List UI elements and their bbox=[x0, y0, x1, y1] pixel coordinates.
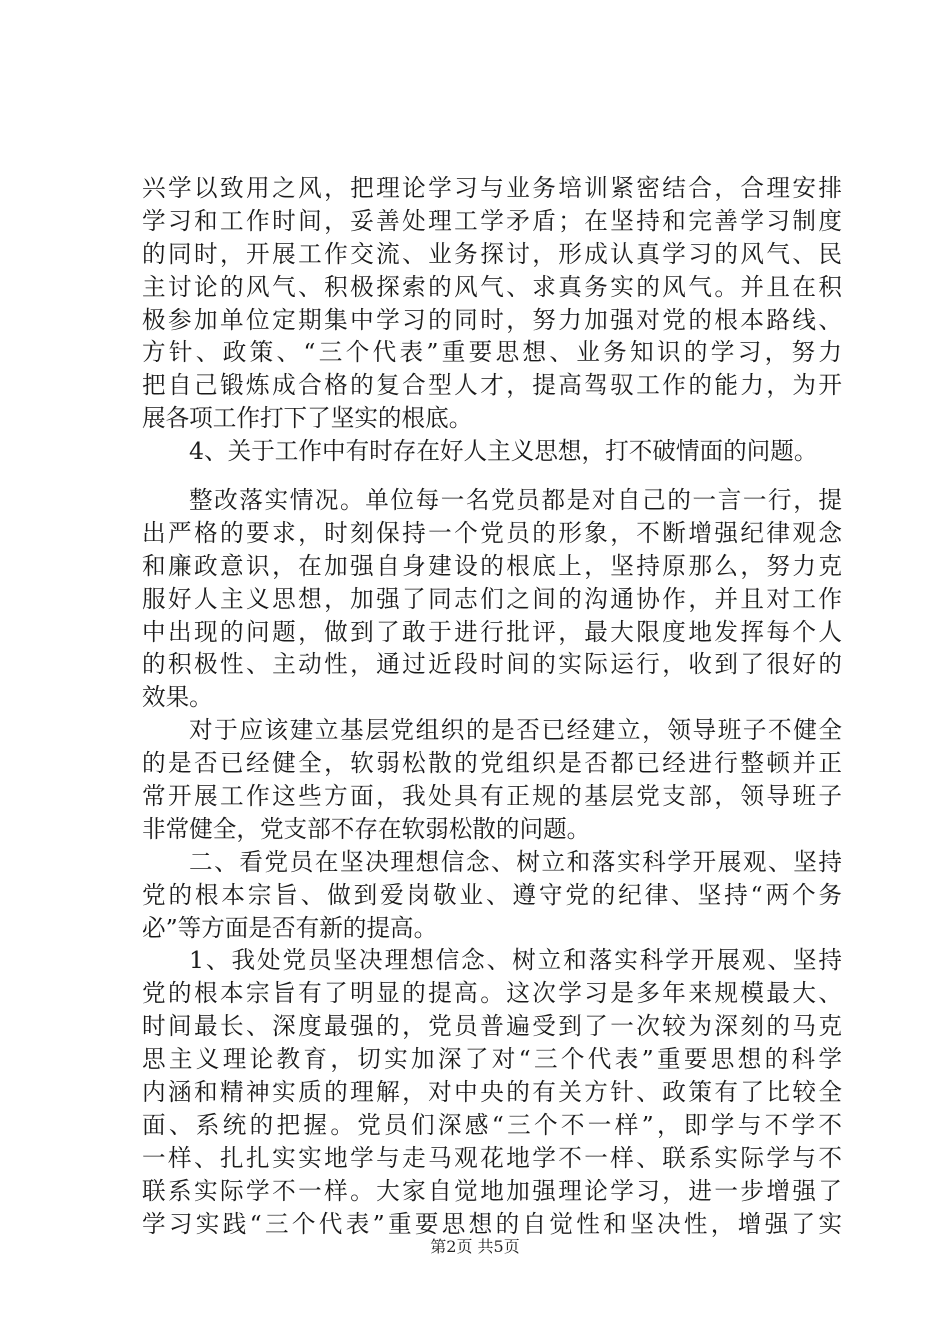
text-line: 常开展工作这些方面，我处具有正规的基层党支部，领导班子 bbox=[142, 782, 842, 811]
text-line: 学习实践“三个代表”重要思想的自觉性和坚决性，增强了实 bbox=[142, 1209, 842, 1238]
text-line: 方针、政策、“三个代表”重要思想、业务知识的学习，努力 bbox=[142, 338, 842, 367]
text-line: 整改落实情况。单位每一名党员都是对自己的一言一行，提 bbox=[189, 486, 842, 515]
text-line: 主讨论的风气、积极探索的风气、求真务实的风气。并且在积 bbox=[142, 272, 842, 301]
text-line: 1、我处党员坚决理想信念、树立和落实科学开展观、坚持 bbox=[189, 946, 842, 975]
text-line: 二、看党员在坚决理想信念、树立和落实科学开展观、坚持 bbox=[189, 847, 842, 876]
text-line: 党的根本宗旨有了明显的提高。这次学习是多年来规模最大、 bbox=[142, 979, 842, 1008]
text-line: 联系实际学不一样。大家自觉地加强理论学习，进一步增强了 bbox=[142, 1176, 842, 1205]
text-line: 服好人主义思想，加强了同志们之间的沟通协作，并且对工作 bbox=[142, 584, 842, 613]
text-line: 对于应该建立基层党组织的是否已经建立，领导班子不健全 bbox=[189, 716, 842, 745]
document-body bbox=[142, 172, 842, 1241]
text-line: 的同时，开展工作交流、业务探讨，形成认真学习的风气、民 bbox=[142, 239, 842, 268]
paragraph-gap bbox=[142, 468, 842, 484]
text-line: 展各项工作打下了坚实的根底。 bbox=[142, 404, 473, 433]
text-line: 党的根本宗旨、做到爱岗敬业、遵守党的纪律、坚持“两个务 bbox=[142, 880, 842, 909]
text-line: 和廉政意识，在加强自身建设的根底上，坚持原那么，努力克 bbox=[142, 551, 842, 580]
text-line: 极参加单位定期集中学习的同时，努力加强对党的根本路线、 bbox=[142, 305, 842, 334]
page-number-footer: 第2页 共5页 bbox=[430, 1237, 520, 1256]
text-line: 必”等方面是否有新的提高。 bbox=[142, 913, 438, 942]
text-line: 4、关于工作中有时存在好人主义思想，打不破情面的问题。 bbox=[189, 437, 818, 466]
text-line: 非常健全，党支部不存在软弱松散的问题。 bbox=[142, 814, 591, 843]
text-line: 内涵和精神实质的理解，对中央的有关方针、政策有了比较全 bbox=[142, 1078, 842, 1107]
text-line: 的积极性、主动性，通过近段时间的实际运行，收到了很好的 bbox=[142, 650, 842, 679]
text-line: 时间最长、深度最强的，党员普遍受到了一次较为深刻的马克 bbox=[142, 1012, 842, 1041]
text-line: 学习和工作时间，妥善处理工学矛盾；在坚持和完善学习制度 bbox=[142, 206, 842, 235]
text-line: 中出现的问题，做到了敢于进行批评，最大限度地发挥每个人 bbox=[142, 617, 842, 646]
text-line: 思主义理论教育，切实加深了对“三个代表”重要思想的科学 bbox=[142, 1045, 842, 1074]
text-line: 把自己锻炼成合格的复合型人才，提高驾驭工作的能力，为开 bbox=[142, 371, 842, 400]
text-line: 一样、扎扎实实地学与走马观花地学不一样、联系实际学与不 bbox=[142, 1143, 842, 1172]
text-line: 出严格的要求，时刻保持一个党员的形象，不断增强纪律观念 bbox=[142, 518, 842, 547]
text-line: 效果。 bbox=[142, 683, 213, 712]
text-line: 的是否已经健全，软弱松散的党组织是否都已经进行整顿并正 bbox=[142, 749, 842, 778]
text-line: 兴学以致用之风，把理论学习与业务培训紧密结合，合理安排 bbox=[142, 174, 842, 202]
text-line: 面、系统的把握。党员们深感“三个不一样”，即学与不学不 bbox=[142, 1110, 842, 1139]
